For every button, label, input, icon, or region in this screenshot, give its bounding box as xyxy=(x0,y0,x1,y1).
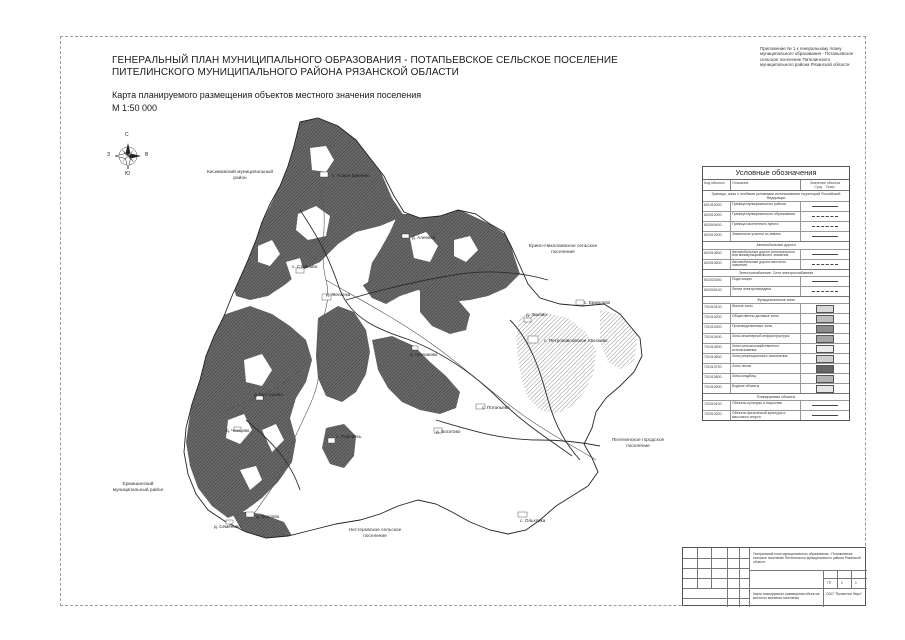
legend-code: 701010400 xyxy=(703,334,731,343)
legend-code: 602010000 xyxy=(703,212,731,221)
compass-north-label: С xyxy=(125,132,129,138)
legend-symbol xyxy=(801,250,849,259)
stamp-sheet-no: 1 xyxy=(841,581,843,585)
legend-symbol-swatch xyxy=(812,415,838,416)
legend-description: Подстанции xyxy=(731,277,801,286)
place-label: д. Зыково xyxy=(526,312,547,317)
legend-row xyxy=(703,221,849,231)
legend-symbol xyxy=(801,314,849,323)
place-label: д. Хохлово xyxy=(256,514,280,519)
legend-row xyxy=(703,323,849,333)
stamp-title: Генеральный план муниципального образования - Потапьевское сельское поселение Пителинского муниципального района Рязанской области xyxy=(753,552,861,564)
compass-west-label: З xyxy=(107,152,111,158)
legend-description: Зоны рекреационного назначения xyxy=(731,354,801,363)
legend-description: Земельные участки из земель xyxy=(731,232,801,241)
legend-code: 602030100 xyxy=(703,287,731,296)
legend-code: 701010700 xyxy=(703,364,731,373)
place-label: с. Стваново xyxy=(292,264,318,269)
legend-symbol-swatch xyxy=(816,345,834,353)
legend-symbol xyxy=(801,334,849,343)
place-label: с. Потапьево xyxy=(482,405,510,410)
legend-symbol-swatch xyxy=(816,365,834,373)
legend-col-code: Код объекта xyxy=(703,180,731,190)
legend-symbol-swatch xyxy=(812,254,838,255)
map-name: Карта планируемого размещения объектов местного значения поселения xyxy=(112,90,422,100)
legend-symbol-swatch xyxy=(812,264,838,265)
legend-header xyxy=(703,179,849,190)
legend-code: 701010300 xyxy=(703,324,731,333)
legend-symbol xyxy=(801,202,849,211)
legend-code: 602040400 xyxy=(703,222,731,231)
legend-symbol xyxy=(801,354,849,363)
legend-description: Граница населенного пункта xyxy=(731,222,801,231)
approval-note: Приложение № 1 к генеральному плану муниципального образования - Потапьевское сельское поселение Пителинского муниципального района Рязанской области xyxy=(760,46,854,68)
legend-symbol xyxy=(801,304,849,313)
legend-section: Планируемые объекты xyxy=(703,393,849,400)
legend-symbol xyxy=(801,384,849,393)
region-pitelino-urban: Пителинское городское поселение xyxy=(611,438,665,449)
legend-row xyxy=(703,343,849,353)
legend-row xyxy=(703,259,849,269)
legend-code: 702010100 xyxy=(703,401,731,410)
legend-title: Условные обозначения xyxy=(735,168,817,177)
stamp-org: ООО "Проектное бюро" xyxy=(826,592,863,596)
legend-row xyxy=(703,303,849,313)
legend-symbol xyxy=(801,232,849,241)
legend-symbol xyxy=(801,324,849,333)
map-legend xyxy=(702,166,850,421)
legend-col-planned: План. xyxy=(825,185,836,189)
legend-description: Автомобильные дороги регионального или межмуниципального значения xyxy=(731,250,801,259)
legend-code: 602010600 xyxy=(703,250,731,259)
legend-code: 701010600 xyxy=(703,354,731,363)
region-ermish: Ермишинский муниципальный район xyxy=(112,482,164,493)
legend-code: 702010200 xyxy=(703,411,731,420)
legend-section: Границы, зоны с особыми условиями использования территорий Российской Федерации xyxy=(703,190,849,201)
legend-description: Граница муниципального образования xyxy=(731,212,801,221)
legend-row xyxy=(703,363,849,373)
legend-symbol xyxy=(801,364,849,373)
compass-rose xyxy=(115,143,141,169)
legend-description: Зоны кладбищ xyxy=(731,374,801,383)
legend-row xyxy=(703,410,849,420)
legend-symbol-swatch xyxy=(812,281,838,282)
legend-row xyxy=(703,276,849,286)
legend-symbol xyxy=(801,287,849,296)
legend-description: Производственные зоны xyxy=(731,324,801,333)
legend-row xyxy=(703,211,849,221)
legend-description: Зоны инженерной инфраструктуры xyxy=(731,334,801,343)
legend-section: Автомобильные дороги xyxy=(703,241,849,248)
stamp-stage: ГП xyxy=(827,581,832,585)
region-erohino: Ерино-Николаевское сельское поселение xyxy=(528,244,598,255)
legend-symbol-swatch xyxy=(812,291,838,292)
plan-title-line1: ГЕНЕРАЛЬНЫЙ ПЛАН МУНИЦИПАЛЬНОГО ОБРАЗОВАНИЯ - ПОТАПЬЕВСКОЕ СЕЛЬСКОЕ ПОСЕЛЕНИЕ xyxy=(112,55,618,66)
legend-col-existing: Сущ. xyxy=(814,185,823,189)
legend-symbol-swatch xyxy=(812,236,838,237)
legend-code: 701010800 xyxy=(703,374,731,383)
legend-symbol xyxy=(801,401,849,410)
legend-description: Объекты культуры и искусства xyxy=(731,401,801,410)
legend-description: Линии электропередачи xyxy=(731,287,801,296)
place-label: с. Ольховка xyxy=(520,518,546,523)
legend-code: 602010600 xyxy=(703,260,731,269)
place-label: с. Ермолово xyxy=(584,300,611,305)
legend-symbol xyxy=(801,344,849,353)
title-block-stamp xyxy=(682,547,866,606)
legend-row xyxy=(703,373,849,383)
legend-symbol-swatch xyxy=(816,335,834,343)
legend-code: 602010000 xyxy=(703,232,731,241)
legend-row xyxy=(703,383,849,393)
legend-description: Автомобильные дороги местного значения xyxy=(731,260,801,269)
stamp-sheet-name: Карта планируемого размещения объектов местного значения поселения xyxy=(753,592,820,600)
legend-description: Зоны сельскохозяйственного использования xyxy=(731,344,801,353)
region-tsny: Нестеровское сельское поселение xyxy=(348,528,402,539)
legend-row xyxy=(703,353,849,363)
legend-symbol-swatch xyxy=(816,305,834,313)
legend-row xyxy=(703,400,849,410)
legend-description: Жилые зоны xyxy=(731,304,801,313)
legend-col-name: Описание xyxy=(731,180,801,190)
legend-symbol xyxy=(801,222,849,231)
legend-section: Функциональные зоны xyxy=(703,296,849,303)
place-label: д. Алеевка xyxy=(412,235,436,240)
legend-col-status-label: Значение объекта xyxy=(809,181,841,185)
legend-symbol xyxy=(801,212,849,221)
legend-code: 701010100 xyxy=(703,304,731,313)
legend-row xyxy=(703,249,849,259)
legend-symbol-swatch xyxy=(812,206,838,207)
legend-code: 601010000 xyxy=(703,202,731,211)
legend-symbol-swatch xyxy=(812,405,838,406)
legend-code: 701010200 xyxy=(703,314,731,323)
legend-description: Общественно-деловые зоны xyxy=(731,314,801,323)
legend-symbol xyxy=(801,277,849,286)
legend-code: 701010500 xyxy=(703,344,731,353)
legend-symbol xyxy=(801,260,849,269)
compass-east-label: В xyxy=(145,152,149,158)
place-label: д. Желанка xyxy=(326,292,351,297)
legend-symbol-swatch xyxy=(816,355,834,363)
legend-row xyxy=(703,313,849,323)
legend-col-status xyxy=(801,180,849,190)
legend-symbol-swatch xyxy=(812,226,838,227)
legend-symbol-swatch xyxy=(816,385,834,393)
legend-symbol xyxy=(801,411,849,420)
legend-description: Зоны лесов xyxy=(731,364,801,373)
legend-row xyxy=(703,201,849,211)
legend-row xyxy=(703,286,849,296)
legend-description: Объекты физической культуры и массового спорта xyxy=(731,411,801,420)
stamp-sheets: 1 xyxy=(855,581,857,585)
legend-description: Водные объекты xyxy=(731,384,801,393)
legend-code: 602020400 xyxy=(703,277,731,286)
legend-symbol xyxy=(801,374,849,383)
legend-code: 701010900 xyxy=(703,384,731,393)
legend-row xyxy=(703,231,849,241)
place-label: д. Богатово xyxy=(436,429,461,434)
plan-title-line2: ПИТЕЛИНСКОГО МУНИЦИПАЛЬНОГО РАЙОНА РЯЗАНСКОЙ ОБЛАСТИ xyxy=(112,67,459,78)
compass-south-label: Ю xyxy=(125,171,131,177)
legend-symbol-swatch xyxy=(816,325,834,333)
legend-row xyxy=(703,333,849,343)
legend-description: Граница муниципального района xyxy=(731,202,801,211)
place-label: с. Новое Дивеево xyxy=(332,173,370,178)
place-label: д. Семёново xyxy=(214,524,241,529)
legend-symbol-swatch xyxy=(816,375,834,383)
region-kasimov: Касимовский муниципальный район xyxy=(206,170,274,181)
map-scale: М 1:50 000 xyxy=(112,103,158,113)
legend-section: Электроснабжение. Сети электроснабжения xyxy=(703,269,849,276)
place-label: д. Кипчаково xyxy=(410,352,438,357)
place-label: д. Пустошево xyxy=(254,392,283,397)
place-label: с. Петропавловское Хвосково xyxy=(544,338,608,343)
legend-symbol-swatch xyxy=(812,216,838,217)
place-label: д. Ченцово xyxy=(226,428,250,433)
legend-symbol-swatch xyxy=(816,315,834,323)
place-label: с. Перевесь xyxy=(336,434,362,439)
